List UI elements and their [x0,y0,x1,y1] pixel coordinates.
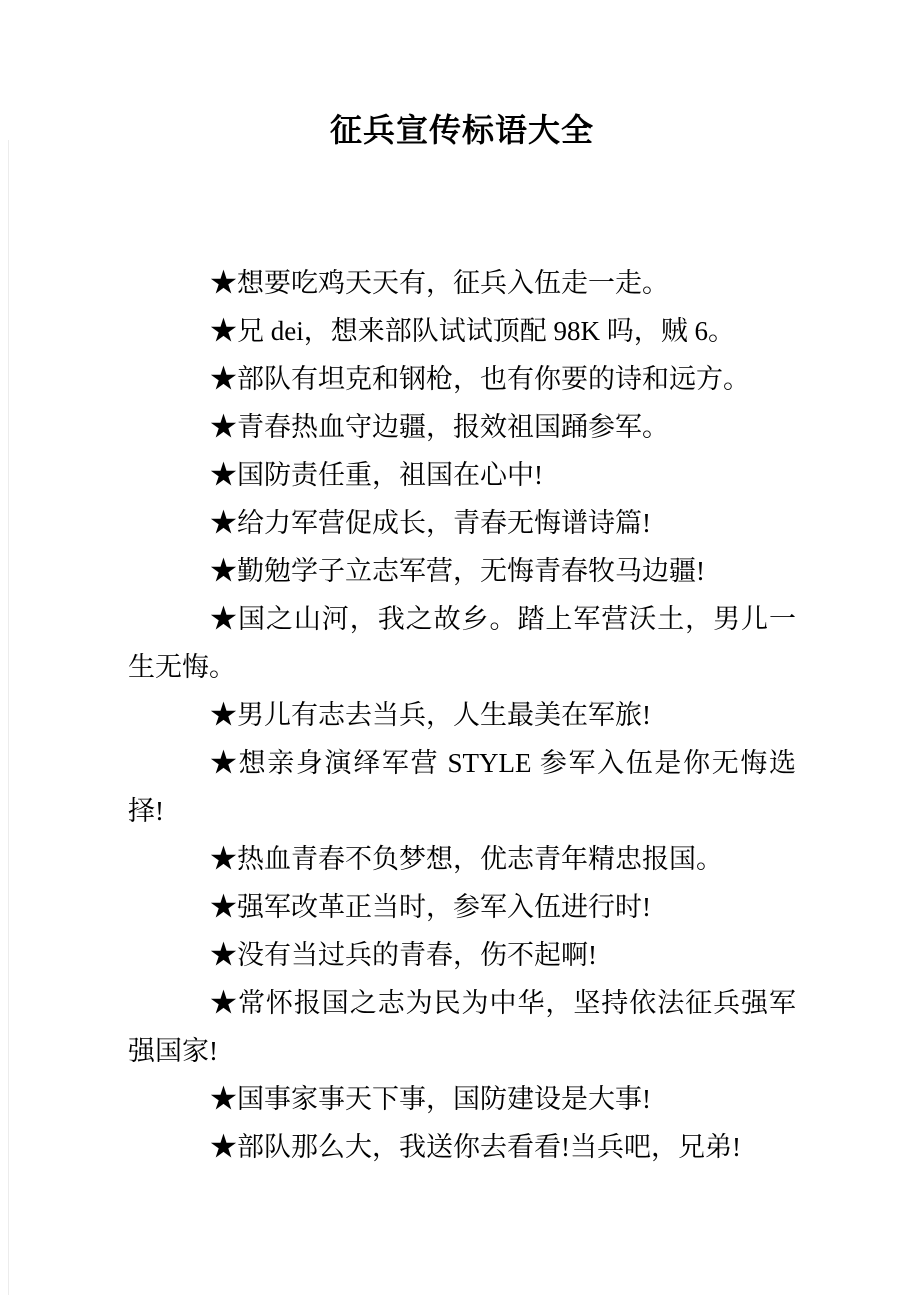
slogan-paragraph: ★兄 dei，想来部队试试顶配 98K 吗，贼 6。 [210,316,735,346]
left-edge-line [8,140,9,1295]
slogan-list [128,259,796,1171]
slogan-paragraph: ★想亲身演绎军营 STYLE 参军入伍是你无悔选择! [128,748,796,826]
slogan-paragraph: ★青春热血守边疆，报效祖国踊参军。 [210,412,669,442]
slogan-paragraph: ★国之山河，我之故乡。踏上军营沃土，男儿一生无悔。 [128,604,796,682]
slogan-paragraph: ★想要吃鸡天天有，征兵入伍走一走。 [210,268,669,298]
slogan-paragraph: ★国防责任重，祖国在心中! [210,460,543,490]
slogan-paragraph: ★常怀报国之志为民为中华，坚持依法征兵强军强国家! [128,988,796,1066]
slogan-paragraph: ★没有当过兵的青春，伤不起啊! [210,940,597,970]
slogan-paragraph: ★部队那么大，我送你去看看!当兵吧，兄弟! [210,1132,741,1162]
slogan-paragraph: ★男儿有志去当兵，人生最美在军旅! [210,700,651,730]
page-content [128,0,796,1171]
slogan-paragraph: ★部队有坦克和钢枪，也有你要的诗和远方。 [210,364,750,394]
slogan-paragraph: ★强军改革正当时，参军入伍进行时! [210,892,651,922]
page-title: 征兵宣传标语大全 [329,112,594,148]
slogan-paragraph: ★给力军营促成长，青春无悔谱诗篇! [210,508,651,538]
slogan-paragraph: ★勤勉学子立志军营，无悔青春牧马边疆! [210,556,705,586]
slogan-paragraph: ★国事家事天下事，国防建设是大事! [210,1084,651,1114]
slogan-paragraph: ★热血青春不负梦想，优志青年精忠报国。 [210,844,723,874]
